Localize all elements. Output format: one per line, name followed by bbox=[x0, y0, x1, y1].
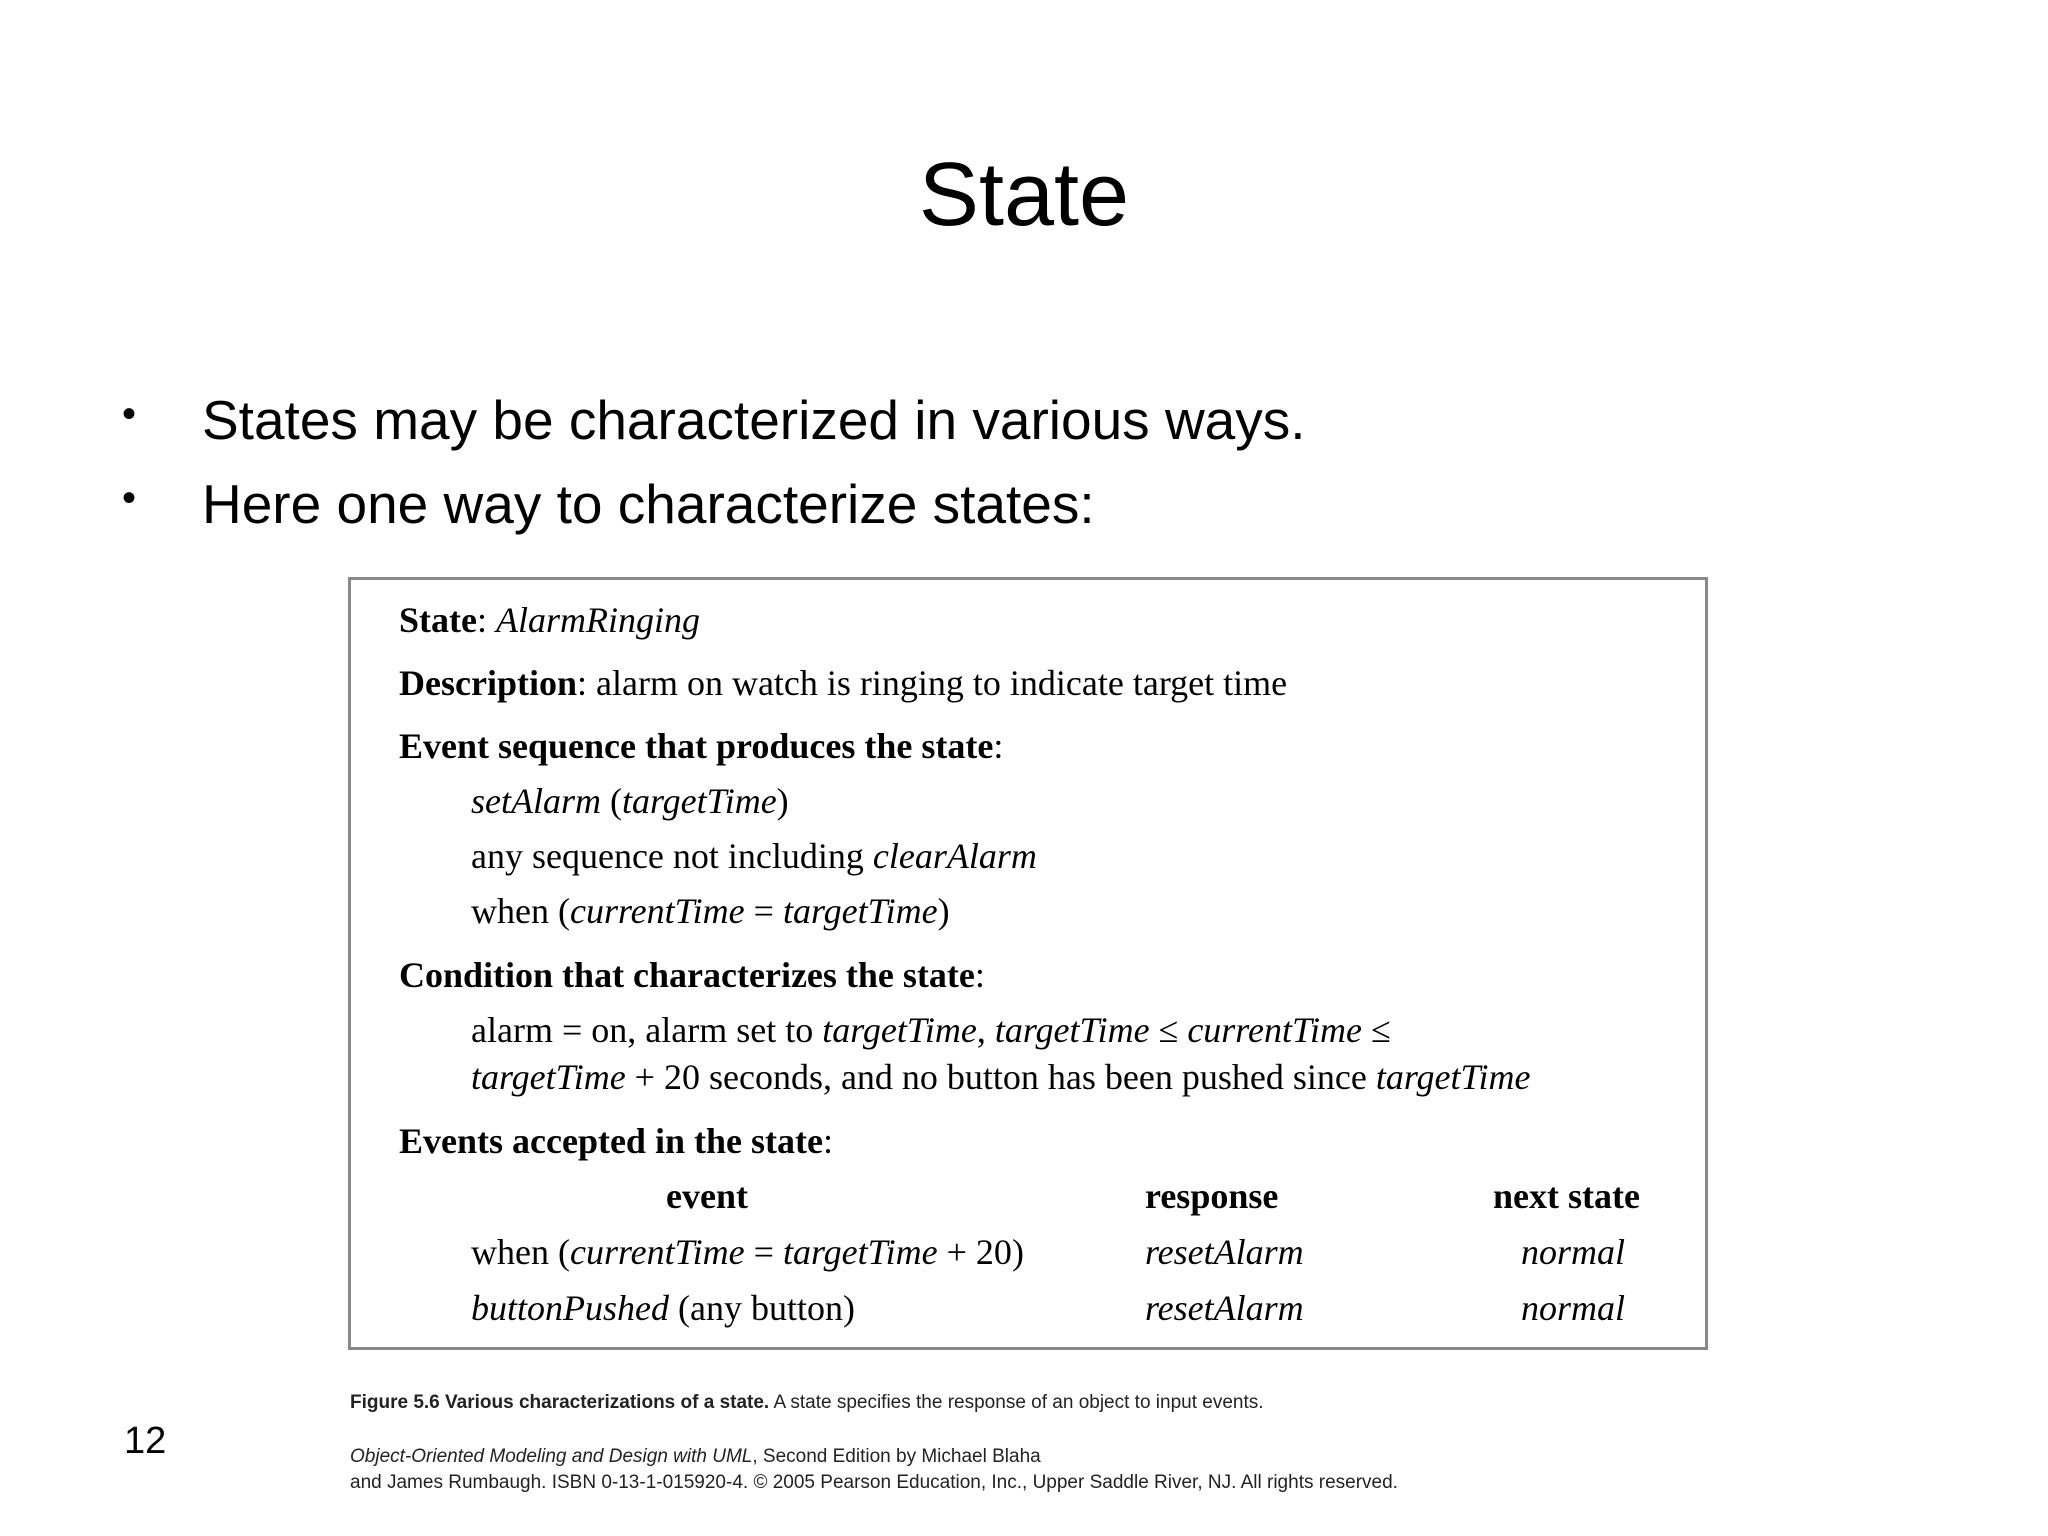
state-figure bbox=[348, 577, 1708, 1350]
header-next-state: next state bbox=[1493, 1176, 1640, 1216]
source-credits bbox=[350, 1444, 1398, 1496]
event-seq-line-1: setAlarm (targetTime) bbox=[471, 781, 789, 821]
header-response: response bbox=[1145, 1176, 1279, 1216]
row1-next-state: normal bbox=[1521, 1232, 1626, 1272]
event-seq-line-2: any sequence not including clearAlarm bbox=[471, 836, 1037, 876]
figure-caption: Figure 5.6 Various characterizations of a state. A state specifies the response of an object to input events. bbox=[350, 1392, 1264, 1413]
description-line: Description: alarm on watch is ringing to indicate target time bbox=[399, 663, 1288, 703]
row2-response: resetAlarm bbox=[1145, 1288, 1304, 1328]
bullet-list bbox=[122, 378, 1306, 546]
condition-line-2: targetTime + 20 seconds, and no button has been pushed since targetTime bbox=[471, 1057, 1531, 1097]
events-accepted-heading: Events accepted in the state: bbox=[399, 1121, 833, 1161]
header-event: event bbox=[666, 1176, 748, 1216]
row1-event: when (currentTime = targetTime + 20) bbox=[471, 1232, 1024, 1272]
event-seq-line-3: when (currentTime = targetTime) bbox=[471, 891, 950, 931]
event-sequence-heading: Event sequence that produces the state: bbox=[399, 726, 1004, 766]
condition-heading: Condition that characterizes the state: bbox=[399, 955, 985, 995]
bullet-item: • States may be characterized in various ways. bbox=[122, 378, 1306, 462]
bullet-icon: • bbox=[122, 476, 137, 520]
bullet-icon: • bbox=[122, 392, 137, 436]
state-line: State: AlarmRinging bbox=[399, 600, 700, 640]
slide-title: State bbox=[918, 145, 1130, 245]
row2-event: buttonPushed (any button) bbox=[471, 1288, 855, 1328]
row2-next-state: normal bbox=[1521, 1288, 1626, 1328]
credits-line-2: and James Rumbaugh. ISBN 0-13-1-015920-4. © 2005 Pearson Education, Inc., Upper Saddle River, NJ. All rights reserved. bbox=[350, 1472, 1398, 1493]
page-number: 12 bbox=[124, 1420, 167, 1462]
credits-line-1: Object-Oriented Modeling and Design with UML, Second Edition by Michael Blaha bbox=[350, 1446, 1041, 1467]
row1-response: resetAlarm bbox=[1145, 1232, 1304, 1272]
bullet-item: • Here one way to characterize states: bbox=[122, 462, 1306, 546]
condition-line-1: alarm = on, alarm set to targetTime, targetTime ≤ currentTime ≤ bbox=[471, 1010, 1391, 1050]
